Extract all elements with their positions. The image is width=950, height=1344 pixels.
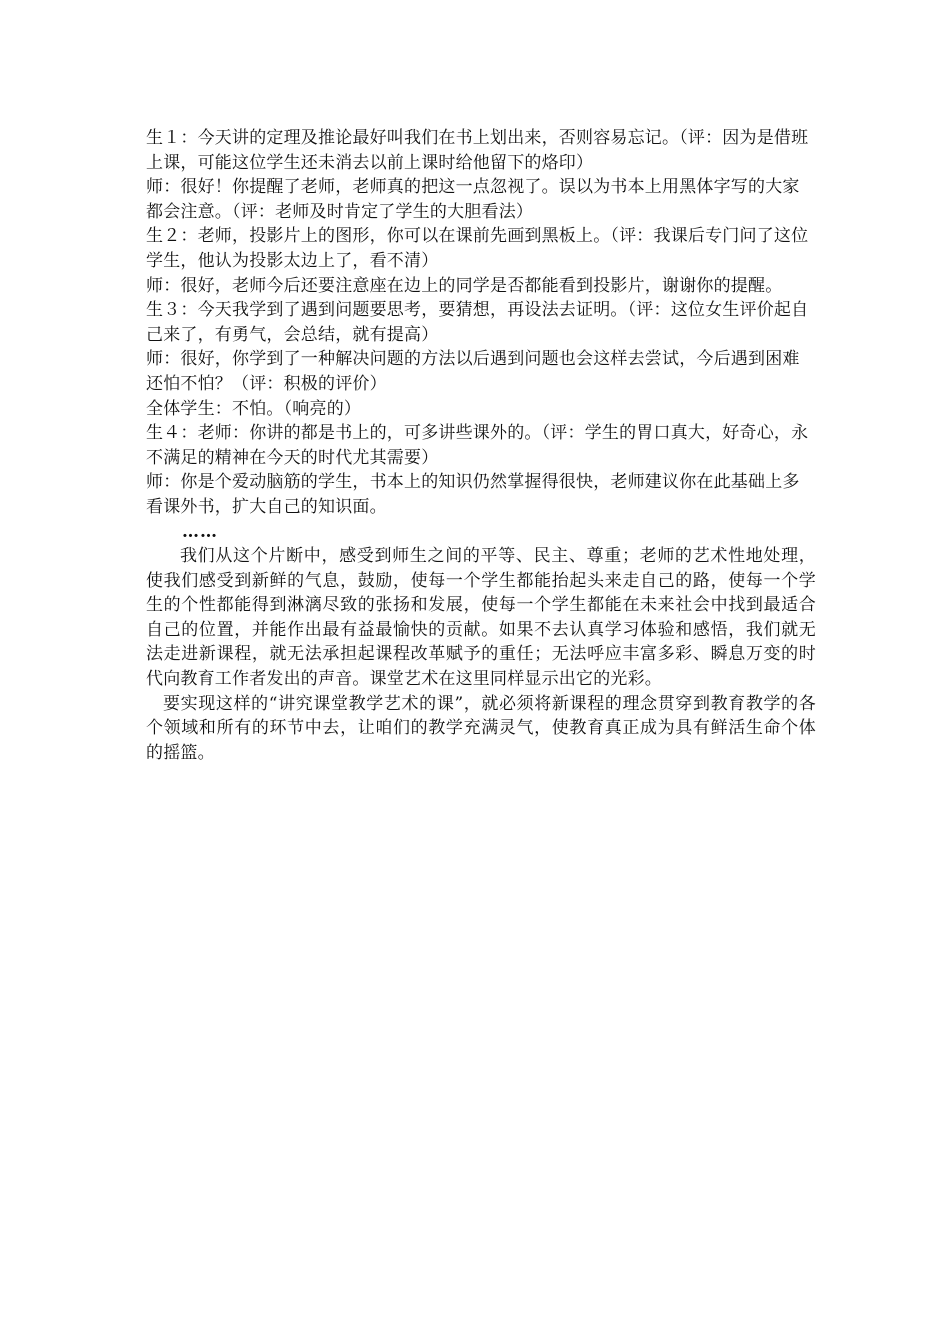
dialogue-line-student-4: 生４：老师：你讲的都是书上的，可多讲些课外的。（评：学生的胃口真大，好奇心，永不满足的精神在今天的时代尤其需要）: [146, 423, 809, 468]
document-body: [146, 126, 835, 765]
dialogue-line-student-1: 生１：今天讲的定理及推论最好叫我们在书上划出来，否则容易忘记。（评：因为是借班上课，可能这位学生还未消去以前上课时给他留下的烙印）: [146, 128, 809, 173]
dialogue-line-teacher-1: 师：很好！你提醒了老师，老师真的把这一点忽视了。误以为书本上用黑体字写的大家都会注意。（评：老师及时肯定了学生的大胆看法）: [146, 177, 800, 222]
reflection-paragraph: 我们从这个片断中，感受到师生之间的平等、民主、尊重；老师的艺术性地处理，使我们感受到新鲜的气息，鼓励，使每一个学生都能抬起头来走自己的路，使每一个学生的个性都能得到淋漓尽致的张扬和发展，使每一个学生都能在未来社会中找到最适合自己的位置，并能作出最有益最愉快的贡献。如果不去认真学习体验和感悟，我们就无法走进新课程，就无法承担起课程改革赋予的重任；无法呼应丰富多彩、瞬息万变的时代向教育工作者发出的声音。课堂艺术在这里同样显示出它的光彩。: [146, 546, 816, 690]
dialogue-line-teacher-4: 师：你是个爱动脑筋的学生，书本上的知识仍然掌握得很快，老师建议你在此基础上多 看课外书，扩大自己的知识面。: [146, 472, 835, 517]
ellipsis-marker: ……: [182, 521, 218, 542]
dialogue-line-teacher-2: 师：很好，老师今后还要注意座在边上的同学是否都能看到投影片，谢谢你的提醒。: [146, 275, 783, 296]
dialogue-line-all-students: 全体学生：不怕。（响亮的）: [146, 398, 362, 419]
conclusion-paragraph: 要实现这样的“讲究课堂教学艺术的课”，就必须将新课程的理念贯穿到教育教学的各个领域和所有的环节中去，让咱们的教学充满灵气，使教育真正成为具有鲜活生命个体的摇篮。: [146, 693, 816, 763]
dialogue-line-student-2: 生２：老师，投影片上的图形，你可以在课前先画到黑板上。（评：我课后专门问了这位学生，他认为投影太边上了，看不清）: [146, 226, 809, 271]
dialogue-line-student-3: 生３：今天我学到了遇到问题要思考，要猜想，再设法去证明。（评：这位女生评价起自己来了，有勇气，会总结，就有提高）: [146, 300, 809, 345]
dialogue-line-teacher-3: 师：很好，你学到了一种解决问题的方法以后遇到问题也会这样去尝试，今后遇到困难还怕不怕？（评：积极的评价）: [146, 349, 800, 394]
